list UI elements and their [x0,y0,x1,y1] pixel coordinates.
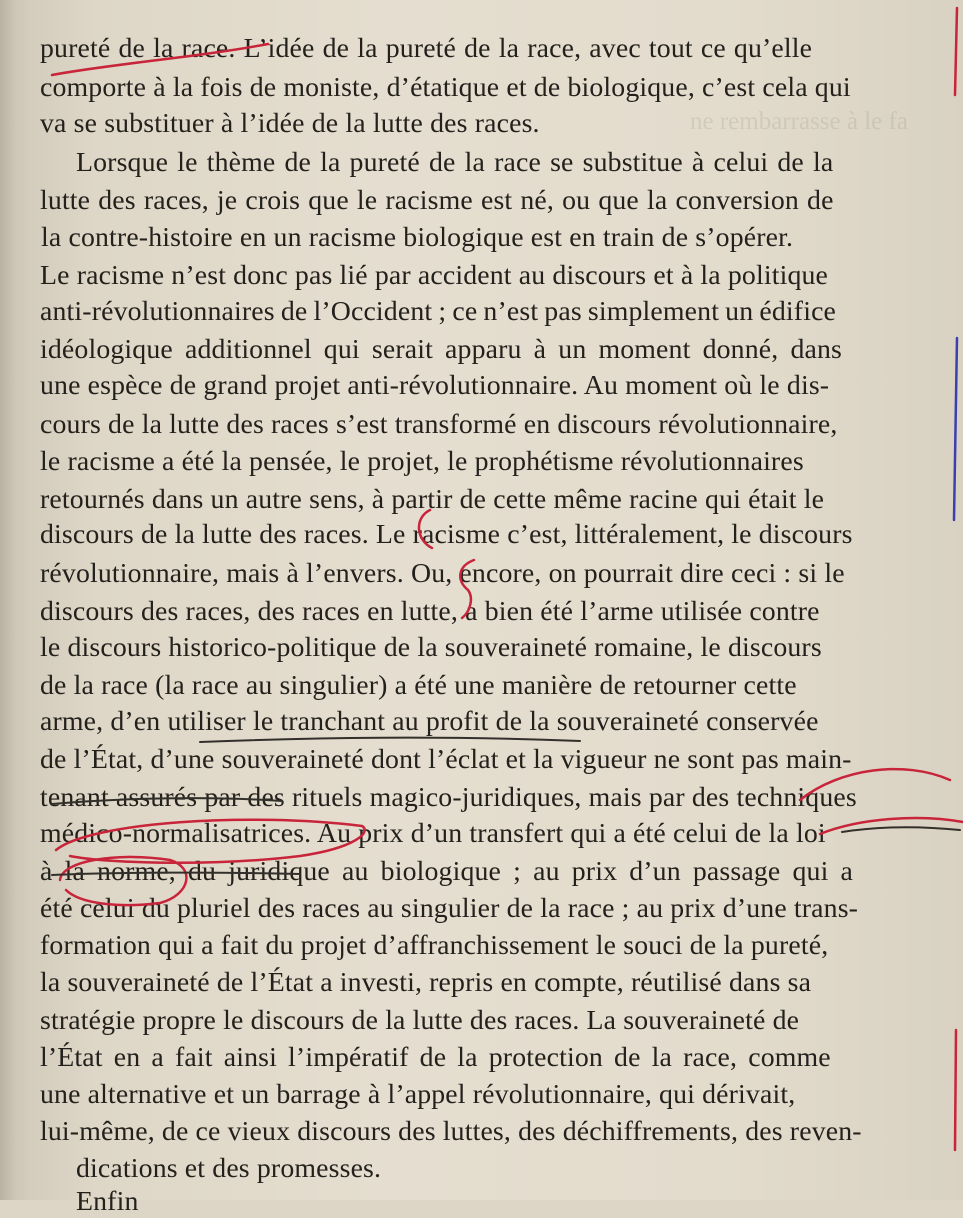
text-line: Lorsque le thème de la pureté de la race se substitue à celui de la [76,147,834,178]
text-line: le racisme a été la pensée, le projet, le prophétisme révolutionnaires [40,446,804,477]
text-line: la contre-histoire en un racisme biologique est en train de s’opérer. [41,222,794,253]
text-line: tenant assurés par des rituels magico-juridiques, mais par des techniques [40,782,857,813]
text-line: le discours historico-politique de la souveraineté romaine, le discours [40,632,822,663]
text-line: Le racisme n’est donc pas lié par accident au discours et à la politique [40,260,829,291]
show-through-text: ne rembarrasse à le fa [690,108,908,135]
text-line: va se substituer à l’idée de la lutte des races. [40,108,540,139]
text-line: révolutionnaire, mais à l’envers. Ou, encore, on pourrait dire ceci : si le [40,558,845,589]
text-line: la souveraineté de l’État a investi, repris en compte, réutilisé dans sa [40,967,812,998]
text-line: pureté de la race. L’idée de la pureté de la race, avec tout ce qu’elle [40,33,813,64]
text-line: une alternative et un barrage à l’appel révolutionnaire, qui dérivait, [40,1079,796,1110]
text-line: de l’État, d’une souveraineté dont l’éclat et la vigueur ne sont pas main- [40,744,852,775]
text-line: stratégie propre le discours de la lutte des races. La souveraineté de [40,1005,800,1036]
text-line: l’État en a fait ainsi l’impératif de la protection de la race, comme [40,1042,831,1073]
text-line: de la race (la race au singulier) a été une manière de retourner cette [40,670,797,701]
text-line: lui-même, de ce vieux discours des luttes, des déchiffrements, des reven- [40,1116,862,1147]
text-line: idéologique additionnel qui serait apparu à un moment donné, dans [40,334,842,365]
text-line: été celui du pluriel des races au singulier de la race ; au prix d’une trans- [40,893,859,924]
text-line: anti-révolutionnaires de l’Occident ; ce n’est pas simplement un édifice [40,296,837,327]
text-line: lutte des races, je crois que le racisme est né, ou que la conversion de [40,185,834,216]
text-line: dications et des promesses. [76,1153,382,1184]
text-line: formation qui a fait du projet d’affranchissement le souci de la pureté, [40,930,829,961]
text-line: comporte à la fois de moniste, d’étatique et de biologique, c’est cela qui [40,72,851,103]
text-line: une espèce de grand projet anti-révolutionnaire. Au moment où le dis- [40,370,830,401]
text-line: discours de la lutte des races. Le racisme c’est, littéralement, le discours [40,519,853,550]
text-line: Enfin [76,1186,139,1217]
text-line: arme, d’en utiliser le tranchant au profit de la souveraineté conservée [40,706,819,737]
text-line: médico-normalisatrices. Au prix d’un transfert qui a été celui de la loi [40,818,826,849]
text-line: cours de la lutte des races s’est transformé en discours révolutionnaire, [40,409,838,440]
text-line: à la norme, du juridique au biologique ; au prix d’un passage qui a [40,856,854,887]
text-line: discours des races, des races en lutte, a bien été l’arme utilisée contre [40,596,820,627]
text-line: retournés dans un autre sens, à partir de cette même racine qui était le [40,484,825,515]
